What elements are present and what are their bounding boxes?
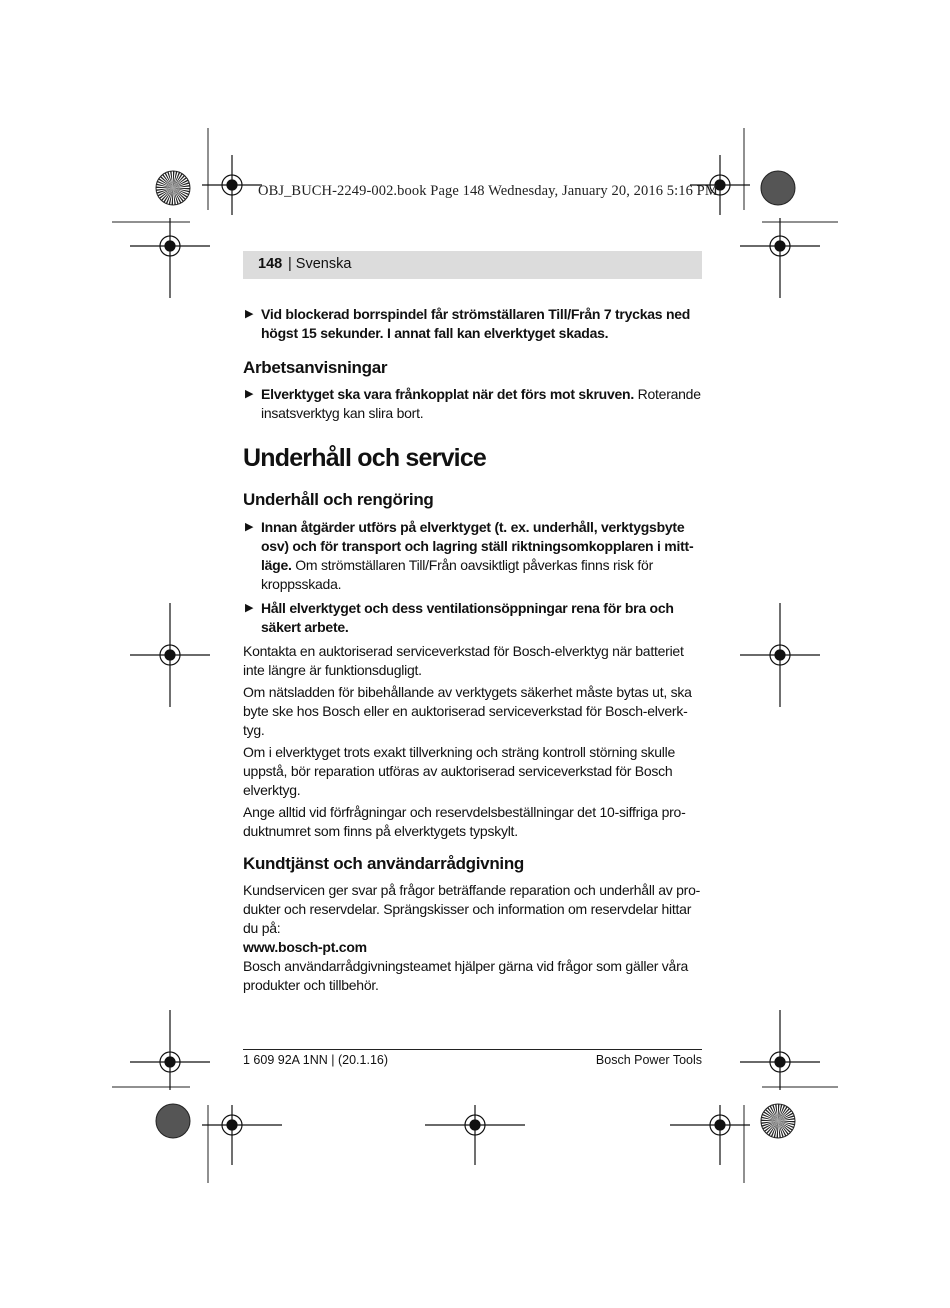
website-link[interactable]: www.bosch-pt.com: [243, 939, 367, 955]
paragraph: Om nätsladden för bibehållande av verktygets säkerhet måste bytas ut, ska byte ske hos Bosch eller en auktoriserad serviceverkstad för Bosch-elverktyg.: [243, 684, 692, 738]
section-heading: Kundtjänst och användarrådgivning: [243, 854, 525, 873]
triangle-bullet-icon: ▶: [245, 521, 254, 533]
safety-bullet: [243, 305, 703, 343]
bullet-bold-text: Innan åtgärder utförs på elverktyget (t. ex. underhåll, verktygsbyte osv) och för transport och lagring ställ riktningsomkopplaren i mittläge.: [261, 519, 694, 573]
page-number: 148: [258, 256, 283, 272]
paragraph: Ange alltid vid förfrågningar och reservdelsbeställningar det 10-siffriga produktnumret som finns på elverktygets typskylt.: [243, 804, 686, 839]
triangle-bullet-icon: ▶: [245, 308, 254, 320]
bullet-bold-text: Vid blockerad borrspindel får strömställaren Till/Från 7 tryckas ned högst 15 sekunder. I annat fall kan elverktyget skadas.: [261, 306, 691, 341]
chapter-heading: Underhåll och service: [243, 444, 487, 472]
paragraph: Kundservicen ger svar på frågor beträffande reparation och underhåll av produkter och reservdelar. Sprängskisser och information om reservdelar hittar du på:: [243, 882, 701, 936]
printer-slug-line: OBJ_BUCH-2249-002.book Page 148 Wednesday, January 20, 2016 5:16 PM: [258, 183, 718, 199]
footer-brand: Bosch Power Tools: [595, 1053, 702, 1067]
paragraph: Kontakta en auktoriserad serviceverkstad för Bosch-elverktyg när batteriet inte längre är funktionsdugligt.: [243, 643, 684, 678]
footer-rule: [243, 1049, 702, 1050]
header-language: | Svenska: [288, 256, 352, 272]
section-heading: Underhåll och rengöring: [243, 490, 434, 509]
paragraph: Bosch användarrådgivningsteamet hjälper gärna vid frågor som gäller våra produkter och tillbehör.: [243, 958, 689, 993]
bullet-bold-text: Håll elverktyget och dess ventilationsöppningar rena för bra och säkert arbete.: [261, 600, 674, 635]
safety-bullet: [243, 518, 703, 594]
paragraph: Om i elverktyget trots exakt tillverkning och sträng kontroll störning skulle uppstå, bör reparation utföras av auktoriserad serviceverkstad för Bosch elverktyg.: [243, 744, 676, 798]
section-heading: Arbetsanvisningar: [243, 358, 388, 377]
main-content: [243, 305, 703, 998]
safety-bullet: [243, 599, 703, 637]
bullet-text: Om strömställaren Till/Från oavsiktligt påverkas finns risk för kroppsskada.: [261, 557, 653, 592]
safety-bullet: [243, 385, 703, 423]
triangle-bullet-icon: ▶: [245, 602, 254, 614]
bullet-text: Roterande insatsverktyg kan slira bort.: [261, 386, 701, 421]
page-header: [243, 251, 702, 279]
footer-document-number: 1 609 92A 1NN | (20.1.16): [243, 1053, 389, 1067]
bullet-bold-text: Elverktyget ska vara frånkopplat när det förs mot skruven.: [261, 386, 634, 402]
triangle-bullet-icon: ▶: [245, 388, 254, 400]
